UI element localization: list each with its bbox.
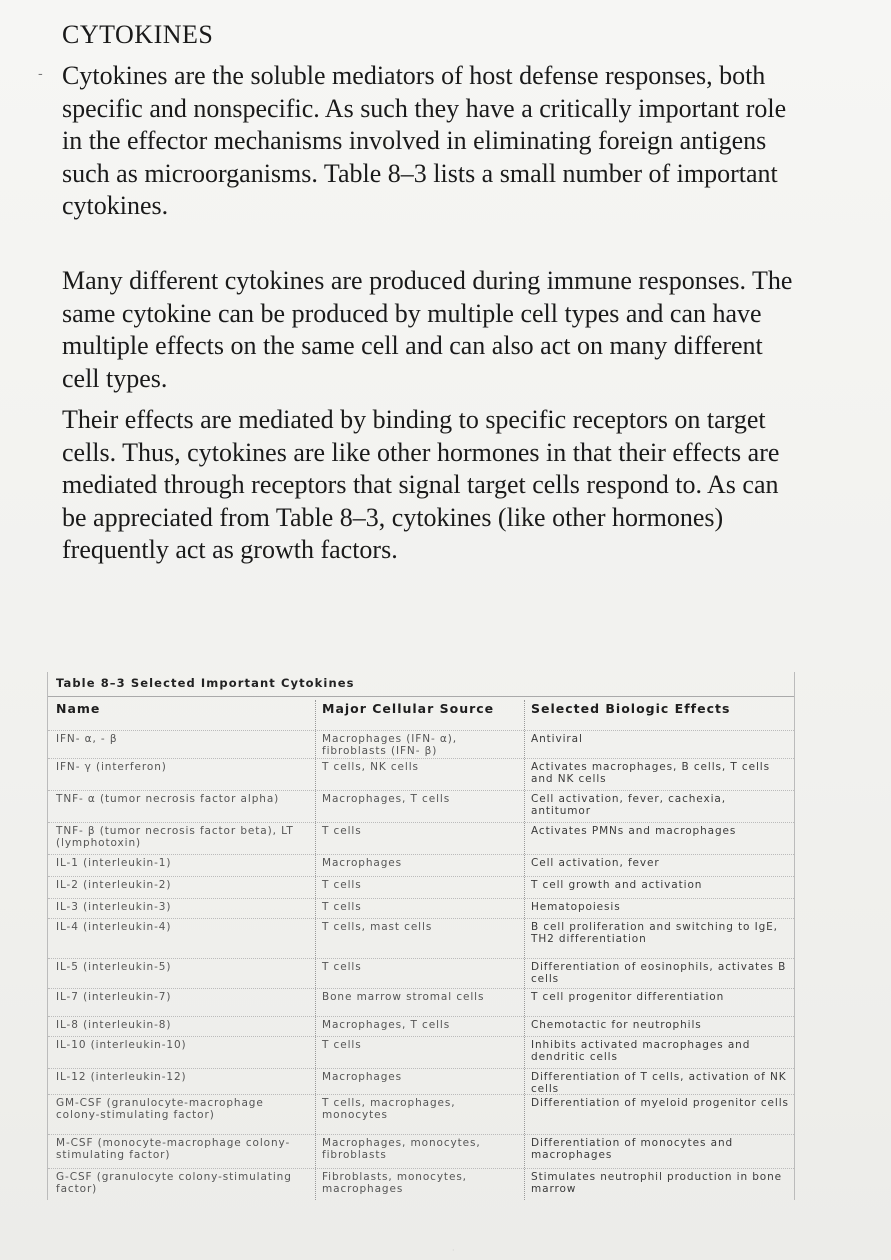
- paragraph-receptors: Their effects are mediated by binding to specific receptors on target cells. Thus, cytokines are like other hormones in that their effects are mediated through receptors that signal target cells respond to. As can be appreciated from Table 8–3, cytokines (like other hormones) frequently act as growth factors.: [62, 405, 780, 565]
- cell-name: IL-8 (interleukin-8): [56, 1019, 172, 1031]
- row-divider: [48, 1094, 794, 1095]
- row-divider: [48, 790, 794, 791]
- cell-name: IFN- α, - β: [56, 733, 118, 745]
- column-divider: [524, 700, 525, 1200]
- cell-name: IL-5 (interleukin-5): [56, 961, 172, 973]
- table-title: Table 8–3 Selected Important Cytokines: [56, 676, 355, 690]
- cell-name: G-CSF (granulocyte colony-stimulating factor): [56, 1171, 292, 1195]
- cell-source: Macrophages: [322, 857, 403, 869]
- cell-name: IL-7 (interleukin-7): [56, 991, 172, 1003]
- cell-name: TNF- α (tumor necrosis factor alpha): [56, 793, 280, 805]
- cell-name: IFN- γ (interferon): [56, 761, 167, 773]
- margin-mark: -: [38, 66, 43, 82]
- cell-source: Macrophages, monocytes, fibroblasts: [322, 1137, 481, 1161]
- section-heading: CYTOKINES: [62, 20, 214, 49]
- cell-name: IL-12 (interleukin-12): [56, 1071, 187, 1083]
- cell-name: IL-1 (interleukin-1): [56, 857, 172, 869]
- cell-source: T cells: [322, 901, 362, 913]
- row-divider: [48, 1036, 794, 1037]
- cell-source: T cells, NK cells: [322, 761, 419, 773]
- cell-name: IL-10 (interleukin-10): [56, 1039, 187, 1051]
- cell-source: T cells: [322, 879, 362, 891]
- cell-effects: Differentiation of T cells, activation of NK cells: [531, 1071, 787, 1095]
- row-divider: [48, 918, 794, 919]
- cell-name: M-CSF (monocyte-macrophage colony-stimulating factor): [56, 1137, 291, 1161]
- cell-source: Bone marrow stromal cells: [322, 991, 485, 1003]
- cell-effects: Cell activation, fever, cachexia, antitumor: [531, 793, 726, 817]
- row-divider: [48, 958, 794, 959]
- cell-name: IL-2 (interleukin-2): [56, 879, 172, 891]
- row-divider: [48, 876, 794, 877]
- cell-source: Macrophages: [322, 1071, 403, 1083]
- row-divider: [48, 1068, 794, 1069]
- header-source: Major Cellular Source: [322, 701, 495, 716]
- cell-source: Macrophages, T cells: [322, 793, 451, 805]
- row-divider: [48, 898, 794, 899]
- cell-effects: Differentiation of myeloid progenitor cells: [531, 1097, 789, 1109]
- header-effects: Selected Biologic Effects: [531, 701, 731, 716]
- cell-effects: T cell progenitor differentiation: [531, 991, 725, 1003]
- cell-effects: Differentiation of eosinophils, activates B cells: [531, 961, 787, 985]
- column-divider: [315, 700, 316, 1200]
- page-mark: ·: [452, 1246, 455, 1255]
- cell-effects: Differentiation of monocytes and macrophages: [531, 1137, 734, 1161]
- paragraph-production: Many different cytokines are produced during immune responses. The same cytokine can be produced by multiple cell types and can have multiple effects on the same cell and can also act on many different cell types.: [62, 266, 793, 393]
- row-divider: [48, 1016, 794, 1017]
- header-name: Name: [56, 701, 101, 716]
- cell-effects: T cell growth and activation: [531, 879, 703, 891]
- cell-source: T cells, macrophages, monocytes: [322, 1097, 456, 1121]
- cell-source: Macrophages (IFN- α), fibroblasts (IFN- β): [322, 733, 457, 757]
- cell-source: T cells: [322, 1039, 362, 1051]
- cell-effects: Hematopoiesis: [531, 901, 621, 913]
- cell-source: T cells: [322, 825, 362, 837]
- cell-effects: Stimulates neutrophil production in bone marrow: [531, 1171, 783, 1195]
- cell-effects: Activates macrophages, B cells, T cells and NK cells: [531, 761, 770, 785]
- cell-source: T cells, mast cells: [322, 921, 433, 933]
- cell-name: TNF- β (tumor necrosis factor beta), LT (lymphotoxin): [56, 825, 294, 849]
- title-divider: [48, 696, 794, 697]
- row-divider: [48, 1134, 794, 1135]
- cell-effects: B cell proliferation and switching to IgE, TH2 differentiation: [531, 921, 778, 945]
- cell-name: IL-4 (interleukin-4): [56, 921, 172, 933]
- cell-effects: Cell activation, fever: [531, 857, 660, 869]
- paragraph-intro: Cytokines are the soluble mediators of host defense responses, both specific and nonspecific. As such they have a critically important role in the effector mechanisms involved in eliminating foreign antigens such as microorganisms. Table 8–3 lists a small number of important cytokines.: [62, 61, 787, 221]
- row-divider: [48, 854, 794, 855]
- cell-effects: Inhibits activated macrophages and dendritic cells: [531, 1039, 751, 1063]
- row-divider: [48, 822, 794, 823]
- cell-name: GM-CSF (granulocyte-macrophage colony-stimulating factor): [56, 1097, 264, 1121]
- row-divider: [48, 1168, 794, 1169]
- row-divider: [48, 988, 794, 989]
- cell-effects: Activates PMNs and macrophages: [531, 825, 737, 837]
- cell-name: IL-3 (interleukin-3): [56, 901, 172, 913]
- cell-effects: Chemotactic for neutrophils: [531, 1019, 702, 1031]
- row-divider: [48, 758, 794, 759]
- cell-source: Macrophages, T cells: [322, 1019, 451, 1031]
- row-divider: [48, 730, 794, 731]
- cytokine-table: [47, 672, 795, 1200]
- cell-source: Fibroblasts, monocytes, macrophages: [322, 1171, 467, 1195]
- cell-source: T cells: [322, 961, 362, 973]
- cell-effects: Antiviral: [531, 733, 583, 745]
